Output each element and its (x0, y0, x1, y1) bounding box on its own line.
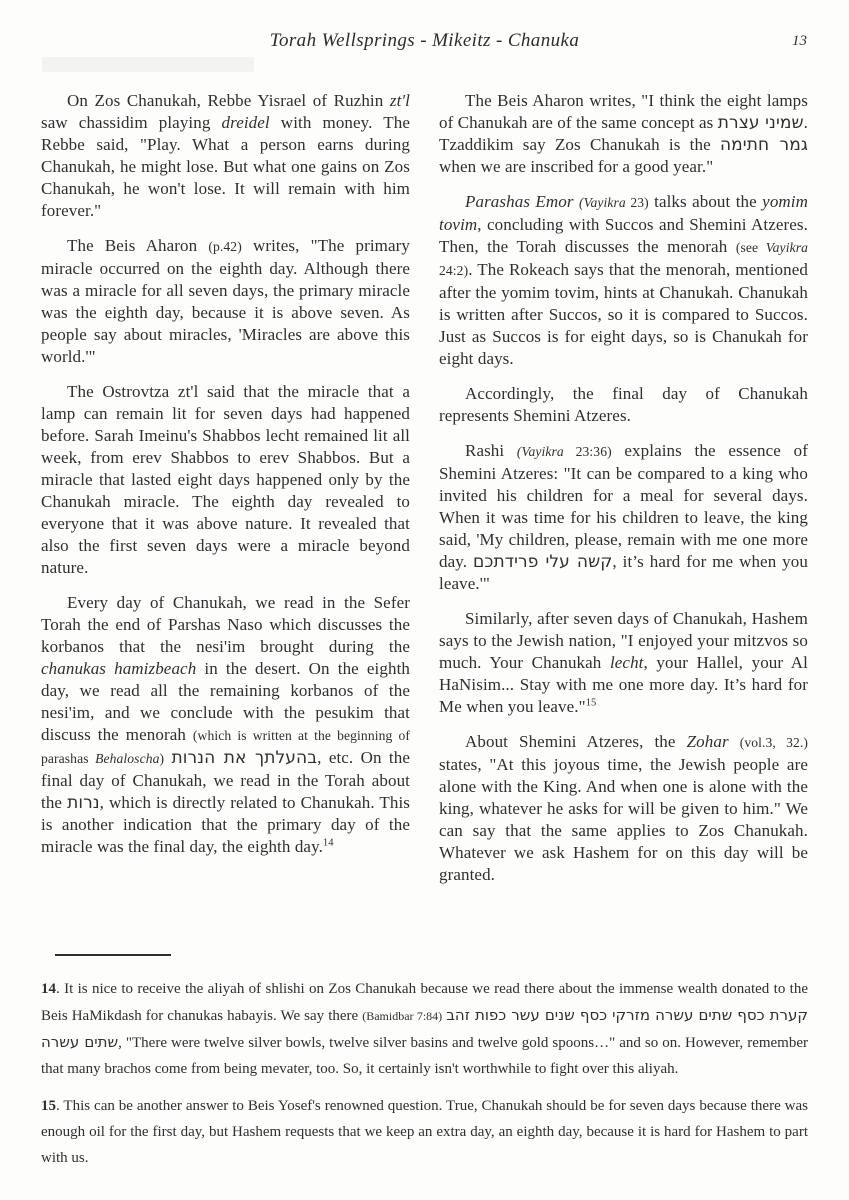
text-segment: talks about the (648, 192, 763, 211)
text-segment: . The Rokeach says that the menorah, mentioned after the yomim tovim, hints at Chanukah. Chanukah is written after Succos, so it is compared to Succos. Just as Succos is for eight days, so is Chanukah for eight days. (439, 260, 808, 368)
text-segment: (see (735, 240, 766, 255)
text-segment: , which is directly related to Chanukah. This is another indication that the primary day of the miracle was the final day, the eighth day. (41, 793, 410, 856)
hebrew-text: שמיני עצרת (717, 113, 804, 133)
footnote-reference: 15 (585, 697, 597, 709)
paragraph (41, 381, 410, 579)
paragraph (41, 1093, 808, 1171)
paragraph (439, 191, 808, 370)
hebrew-text: קערת כסף שתים עשרה מזרקי כסף שנים עשר כפות זהב שתים עשרה (41, 1006, 808, 1051)
text-segment: writes, "The primary miracle occurred on the eighth day. Although there was a miracle for all seven days, the primary miracle was the eighth day, because it is above seven. As people say about miracles, 'Miracles are above this world.'" (41, 236, 410, 366)
text-segment: (Vayikra (516, 444, 564, 459)
text-segment: chanukas hamizbeach (41, 659, 197, 678)
page-title: Torah Wellsprings - Mikeitz - Chanuka (269, 30, 580, 51)
paragraph (439, 440, 808, 595)
text-segment: , your Hallel, your Al HaNisim... Stay with me one more day. It’s hard for Me when you leave." (439, 653, 808, 716)
text-segment (729, 732, 740, 751)
footnotes (41, 976, 808, 1171)
text-segment: 15 (41, 1098, 56, 1114)
text-segment: 24:2) (439, 263, 469, 278)
text-segment: 14 (41, 981, 56, 997)
paragraph (439, 383, 808, 427)
text-segment: Accordingly, the final day of Chanukah represents Shemini Atzeres. (439, 384, 808, 425)
text-segment: (Bamidbar 7:84) (362, 1009, 443, 1023)
paragraph (439, 608, 808, 718)
scan-smudge (42, 57, 254, 72)
text-segment: (vol.3, 32.) (739, 735, 808, 750)
text-segment: lecht (609, 653, 644, 672)
text-segment: , etc. On the final day of Chanukah, we read in the Torah about the (41, 748, 410, 812)
text-segment: The Beis Aharon (67, 236, 209, 255)
text-segment: 23:36) (563, 444, 612, 459)
text-segment: (p.42) (208, 239, 242, 254)
text-segment: . It is nice to receive the aliyah of shlishi on Zos Chanukah because we read there about the immense wealth donated to the Beis HaMikdash for chanukas habayis. We say there (41, 981, 808, 1024)
paragraph (41, 592, 410, 858)
text-segment: The Ostrovtza zt'l said that the miracle that a lamp can remain lit for seven days had happened before. Sarah Imeinu's Shabbos lecht remained lit all week, from erev Shabbos to erev Shabbos. But a miracle that lasted eight days happened only by the Chanukah miracle. The eighth day revealed to everyone that it was above nature. It revealed that also the first seven days were a miracle beyond nature. (41, 382, 410, 577)
paragraph (41, 90, 410, 222)
text-segment: states, "At this joyous time, the Jewish people are alone with the King. And when one is alone with the king, whatever he asks for will be given to him." We can say that the same applies to Zos Chanukah. Whatever we ask Hashem for on this day will be granted. (439, 755, 808, 884)
text-segment: when we are inscribed for a good year." (439, 157, 714, 176)
hebrew-text: קשה עלי פרידתכם (472, 552, 613, 572)
text-segment: Vayikra (765, 240, 808, 255)
left-column (41, 90, 410, 942)
text-segment: yomim tovim (439, 192, 808, 234)
hebrew-text: בהעלתך את הנרות (171, 748, 318, 768)
text-segment: in the desert. On the eighth day, we read all the remaining korbanos of the nesi'im, and we conclude with the pesukim that discuss the menorah (41, 659, 410, 744)
text-segment: The Beis Aharon writes, "I think the eight lamps of Chanukah are of the same concept as (439, 91, 808, 132)
page-number: 13 (792, 33, 807, 49)
right-column (439, 90, 808, 942)
footnote-reference: 14 (322, 837, 334, 849)
text-segment: (Vayikra (578, 195, 626, 210)
text-segment: with money. The Rebbe said, "Play. What a person earns during Chanukah, he might lose. But what one gains on Zos Chanukah, he won't lose. It will remain with him forever." (41, 113, 410, 220)
text-segment: Every day of Chanukah, we read in the Sefer Torah the end of Parshas Naso which discusses the korbanos that the nesi'im brought during the (41, 593, 410, 656)
text-segment: Rashi (465, 441, 517, 460)
footnotes-section (0, 954, 849, 1171)
text-segment: About Shemini Atzeres, the (465, 732, 687, 751)
paragraph (439, 90, 808, 178)
text-segment: (which is written at the beginning of parashas (41, 728, 410, 766)
text-segment: Zohar (686, 732, 729, 751)
text-segment: Similarly, after seven days of Chanukah, Hashem says to the Jewish nation, "I enjoyed your mitzvos so much. Your Chanukah (439, 609, 808, 672)
hebrew-text: גמר חתימה (719, 135, 809, 155)
text-segment: Behaloscha (95, 751, 160, 766)
text-segment: ) (159, 751, 165, 766)
body-columns (0, 90, 849, 942)
text-segment: . This can be another answer to Beis Yosef's renowned question. True, Chanukah should be for seven days because there was enough oil for the first day, but Hashem requests that we keep an extra day, an eighth day, because it is hard for Hashem to part with us. (41, 1098, 808, 1166)
text-segment: , it’s hard for me when you leave.'" (439, 552, 808, 593)
text-segment: , concluding with Succos and Shemini Atzeres. Then, the Torah discusses the menorah (439, 215, 808, 256)
paragraph (41, 235, 410, 368)
page-header (0, 0, 849, 74)
text-segment: . Tzaddikim say Zos Chanukah is the (439, 113, 809, 154)
footnote-separator (55, 954, 171, 956)
text-segment: Parashas Emor (465, 192, 574, 211)
text-segment: zt'l (389, 91, 410, 110)
hebrew-text: נרות (67, 793, 100, 813)
text-segment: dreidel (221, 113, 270, 132)
text-segment: explains the essence of Shemini Atzeres: "It can be compared to a king who invited his children for a meal for several days. When it was time for his children to leave, the king said, 'My children, please, remain with me one more day. (439, 441, 808, 571)
paragraph (41, 976, 808, 1082)
text-segment: , "There were twelve silver bowls, twelve silver basins and twelve gold spoons…" and so on. However, remember that many brachos come from being mevater, too. So, it certainly isn't worthwhile to fight over this aliyah. (41, 1035, 808, 1077)
text-segment: 23) (625, 195, 649, 210)
text-segment: On Zos Chanukah, Rebbe Yisrael of Ruzhin (67, 91, 390, 110)
paragraph (439, 731, 808, 886)
text-segment: saw chassidim playing (41, 113, 222, 132)
